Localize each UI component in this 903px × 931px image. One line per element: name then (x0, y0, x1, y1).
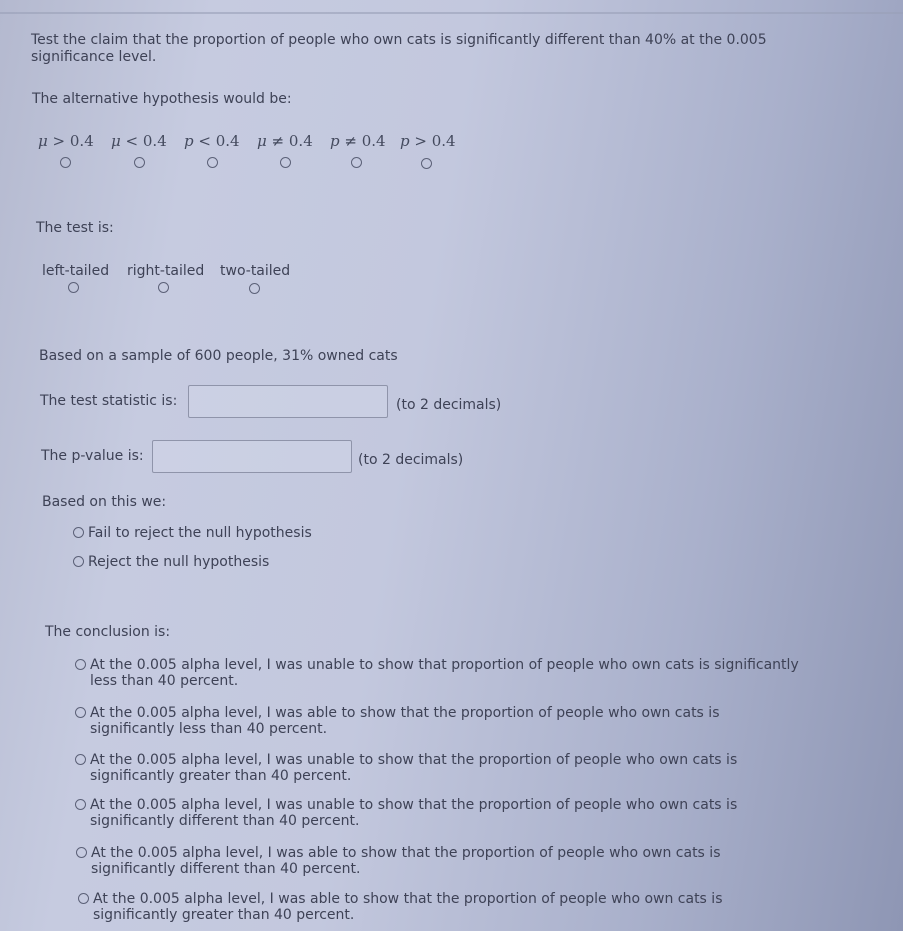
alt-option-mu-lt-radio[interactable] (134, 157, 145, 168)
test-option-two-tailed-label[interactable]: two-tailed (220, 263, 291, 279)
conclusion-option-1[interactable]: At the 0.005 alpha level, I was unable to show that proportion of people who own cats is significantly less than 40 percent. (75, 657, 799, 689)
alt-option-p-lt[interactable]: p < 0.4 (184, 132, 240, 150)
test-statistic-hint: (to 2 decimals) (396, 397, 502, 413)
conclusion-option-2-radio[interactable] (75, 707, 86, 718)
decision-fail-to-reject-radio[interactable] (73, 527, 84, 538)
test-option-left-tailed-label[interactable]: left-tailed (42, 263, 110, 279)
conclusion-option-6[interactable]: At the 0.005 alpha level, I was able to show that the proportion of people who own cats is significantly greater than 40 percent. (78, 891, 723, 923)
alt-option-mu-ne[interactable]: μ ≠ 0.4 (257, 132, 313, 150)
conclusion-option-6-radio[interactable] (78, 893, 89, 904)
test-option-right-tailed-radio[interactable] (158, 282, 169, 293)
p-value-label: The p-value is: (41, 448, 144, 464)
sample-description: Based on a sample of 600 people, 31% owned cats (39, 348, 398, 364)
conclusion-option-2[interactable]: At the 0.005 alpha level, I was able to show that the proportion of people who own cats is significantly less than 40 percent. (75, 705, 720, 737)
alt-option-p-gt[interactable]: p > 0.4 (400, 132, 456, 150)
test-option-right-tailed-label[interactable]: right-tailed (127, 263, 205, 279)
question-prompt (31, 32, 767, 66)
p-value-input[interactable] (152, 440, 352, 473)
conclusion-option-3-radio[interactable] (75, 754, 86, 765)
alt-hypothesis-label: The alternative hypothesis would be: (32, 91, 292, 107)
test-option-two-tailed-radio[interactable] (249, 283, 260, 294)
test-type-label: The test is: (36, 220, 114, 236)
alt-option-mu-lt[interactable]: μ < 0.4 (111, 132, 167, 150)
alt-option-mu-gt[interactable]: μ > 0.4 (38, 132, 94, 150)
test-statistic-input[interactable] (188, 385, 388, 418)
alt-option-p-ne-radio[interactable] (351, 157, 362, 168)
test-option-left-tailed-radio[interactable] (68, 282, 79, 293)
conclusion-option-5[interactable]: At the 0.005 alpha level, I was able to show that the proportion of people who own cats is significantly different than 40 percent. (76, 845, 721, 877)
prompt-line-1: Test the claim that the proportion of people who own cats is significantly different than 40% at the 0.005 (31, 32, 767, 48)
conclusion-option-4[interactable]: At the 0.005 alpha level, I was unable to show that the proportion of people who own cats is significantly different than 40 percent. (75, 797, 737, 829)
prompt-line-2: significance level. (31, 49, 157, 65)
alt-option-mu-ne-radio[interactable] (280, 157, 291, 168)
test-statistic-label: The test statistic is: (40, 393, 178, 409)
p-value-hint: (to 2 decimals) (358, 452, 464, 468)
conclusion-label: The conclusion is: (45, 624, 171, 640)
decision-option-fail-to-reject[interactable]: Fail to reject the null hypothesis (73, 525, 312, 541)
decision-reject-radio[interactable] (73, 556, 84, 567)
decision-label: Based on this we: (42, 494, 167, 510)
alt-option-p-lt-radio[interactable] (207, 157, 218, 168)
alt-option-p-gt-radio[interactable] (421, 158, 432, 169)
alt-option-mu-gt-radio[interactable] (60, 157, 71, 168)
decision-option-reject[interactable]: Reject the null hypothesis (73, 554, 269, 570)
conclusion-option-5-radio[interactable] (76, 847, 87, 858)
conclusion-option-4-radio[interactable] (75, 799, 86, 810)
alt-option-p-ne[interactable]: p ≠ 0.4 (330, 132, 386, 150)
page-top-divider (0, 12, 903, 14)
conclusion-option-1-radio[interactable] (75, 659, 86, 670)
conclusion-option-3[interactable]: At the 0.005 alpha level, I was unable to show that the proportion of people who own cats is significantly greater than 40 percent. (75, 752, 737, 784)
